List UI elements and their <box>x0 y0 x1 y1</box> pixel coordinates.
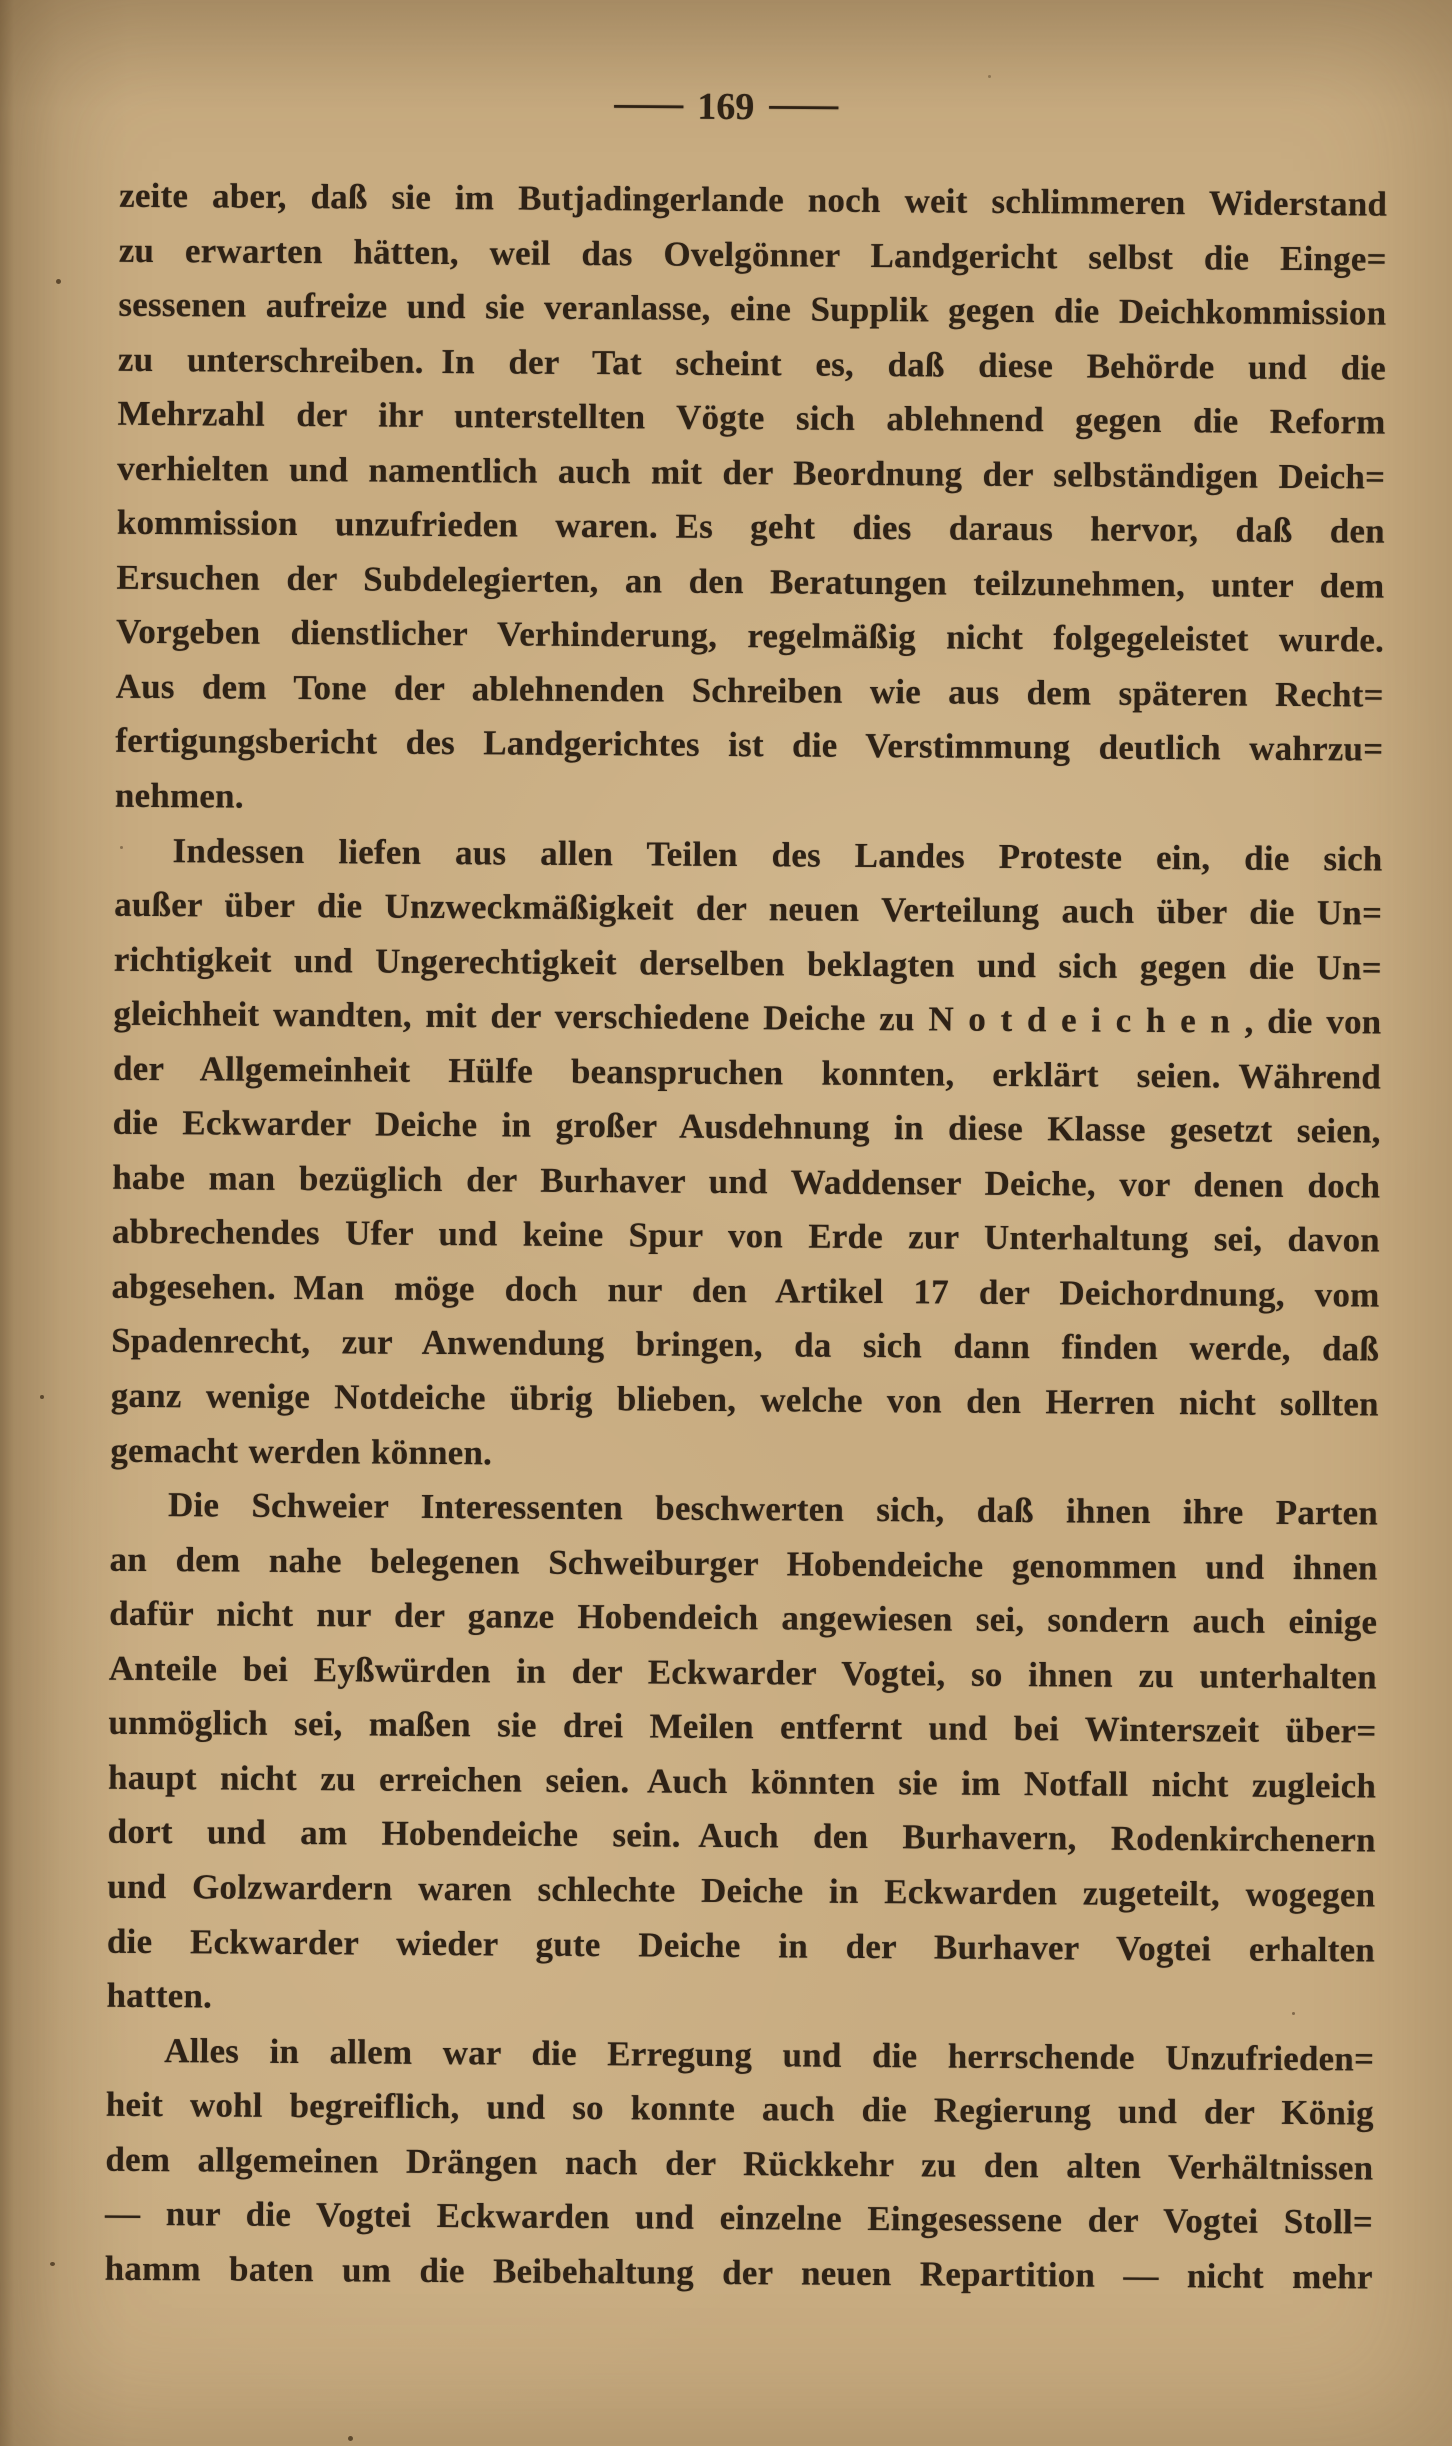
text-line: zeite aber, daß sie im Butjadingerlande noch weit schlimmeren Widerstand <box>119 175 1388 224</box>
text-line: abbrechendes Ufer und keine Spur von Erde zur Unterhaltung sei, davon <box>111 1212 1381 1260</box>
text-line: fertigungsbericht des Landgerichtes ist die Verstimmung deutlich wahrzu= <box>115 721 1384 770</box>
text-line: Anteile bei Eyßwürden in der Eckwarder Vogtei, so ihnen zu unterhalten <box>108 1648 1377 1697</box>
text-line: Ersuchen der Subdelegierten, an den Beratungen teilzunehmen, unter dem <box>116 557 1385 606</box>
text-line: verhielten und namentlich auch mit der Beordnung der selbständigen Deich= <box>117 448 1386 497</box>
text-line: zu unterschreiben. In der Tat scheint es, daß diese Behörde und die <box>117 339 1387 388</box>
text-line: und Golzwardern waren schlechte Deiche in Eckwarden zugeteilt, wogegen <box>107 1866 1376 1915</box>
emphasized-word: Notdeichen <box>928 999 1245 1041</box>
text-line: richtigkeit und Ungerechtigkeit derselben beklagten und sich gegen die Un= <box>113 939 1382 988</box>
text-line: habe man bezüglich der Burhaver und Waddenser Deiche, vor denen doch <box>112 1157 1381 1206</box>
text-line: unmöglich sei, maßen sie drei Meilen entfernt und bei Winterszeit über= <box>108 1703 1377 1751</box>
text-line: dort und am Hobendeiche sein. Auch den Burhavern, Rodenkirchenern <box>107 1812 1376 1860</box>
text-block <box>104 169 1387 2305</box>
text-line: die Eckwarder wieder gute Deiche in der Burhaver Vogtei erhalten <box>106 1921 1376 1970</box>
text-segment: , die von <box>1244 1001 1382 1042</box>
text-line: Indessen liefen aus allen Teilen des Landes Proteste ein, die sich <box>172 830 1383 879</box>
text-line: Mehrzahl der ihr unterstellten Vögte sich ablehnend gegen die Reform <box>117 393 1386 442</box>
text-line: dem allgemeinen Drängen nach der Rückkehr zu den alten Verhältnissen <box>105 2139 1374 2188</box>
text-line: Aus dem Tone der ablehnenden Schreiben wie aus dem späteren Recht= <box>115 666 1384 715</box>
text-line <box>113 987 1381 1050</box>
text-line: außer über die Unzweckmäßigkeit der neuen Verteilung auch über die Un= <box>114 884 1383 933</box>
text-line: sessenen aufreize und sie veranlasse, eine Supplik gegen die Deichkommission <box>118 284 1387 333</box>
text-line: an dem nahe belegenen Schweiburger Hobendeiche genommen und ihnen <box>109 1539 1378 1588</box>
text-line: — nur die Vogtei Eckwarden und einzelne Eingesessene der Vogtei Stoll= <box>104 2193 1374 2242</box>
text-line: gemacht werden können. <box>110 1430 493 1472</box>
text-line: kommission unzufrieden waren. Es geht dies daraus hervor, daß den <box>116 503 1385 551</box>
text-line: die Eckwarder Deiche in großer Ausdehnung in diese Klasse gesetzt seien, <box>112 1103 1381 1151</box>
text-line: hatten. <box>106 1975 213 2016</box>
text-line: hamm baten um die Beibehaltung der neuen Repartition — nicht mehr <box>104 2248 1373 2297</box>
text-line: abgesehen. Man möge doch nur den Artikel 17 der Deichordnung, vom <box>111 1266 1380 1315</box>
text-line: nehmen. <box>114 775 244 816</box>
text-line: Die Schweier Interessenten beschwerten sich, daß ihnen ihre Parten <box>167 1485 1379 1533</box>
text-line: Vorgeben dienstlicher Verhinderung, regelmäßig nicht folgegeleistet wurde. <box>115 612 1385 660</box>
text-line: zu erwarten hätten, weil das Ovelgönner Landgericht selbst die Einge= <box>118 230 1387 279</box>
text-line: Spadenrecht, zur Anwendung bringen, da sich dann finden werde, daß <box>111 1321 1380 1370</box>
text-line: ganz wenige Notdeiche übrig blieben, welche von den Herren nicht sollten <box>110 1375 1379 1424</box>
header-rule-right: — <box>768 83 838 126</box>
text-line: der Allgemeinheit Hülfe beanspruchen konnten, erklärt seien. Während <box>112 1048 1382 1097</box>
text-line: heit wohl begreiflich, und so konnte auch die Regierung und der König <box>105 2084 1374 2133</box>
text-line: dafür nicht nur der ganze Hobendeich angewiesen sei, sondern auch einige <box>109 1593 1378 1642</box>
text-segment: gleichheit wandten, mit der verschiedene Deiche zu <box>113 993 929 1039</box>
text-line: Alles in allem war die Erregung und die herrschende Unzufrieden= <box>164 2030 1375 2079</box>
page-number: 169 <box>697 85 755 129</box>
header-rule-left: — <box>613 82 683 125</box>
text-line: haupt nicht zu erreichen seien. Auch könnten sie im Notfall nicht zugleich <box>107 1757 1377 1806</box>
page-header <box>92 80 1360 135</box>
